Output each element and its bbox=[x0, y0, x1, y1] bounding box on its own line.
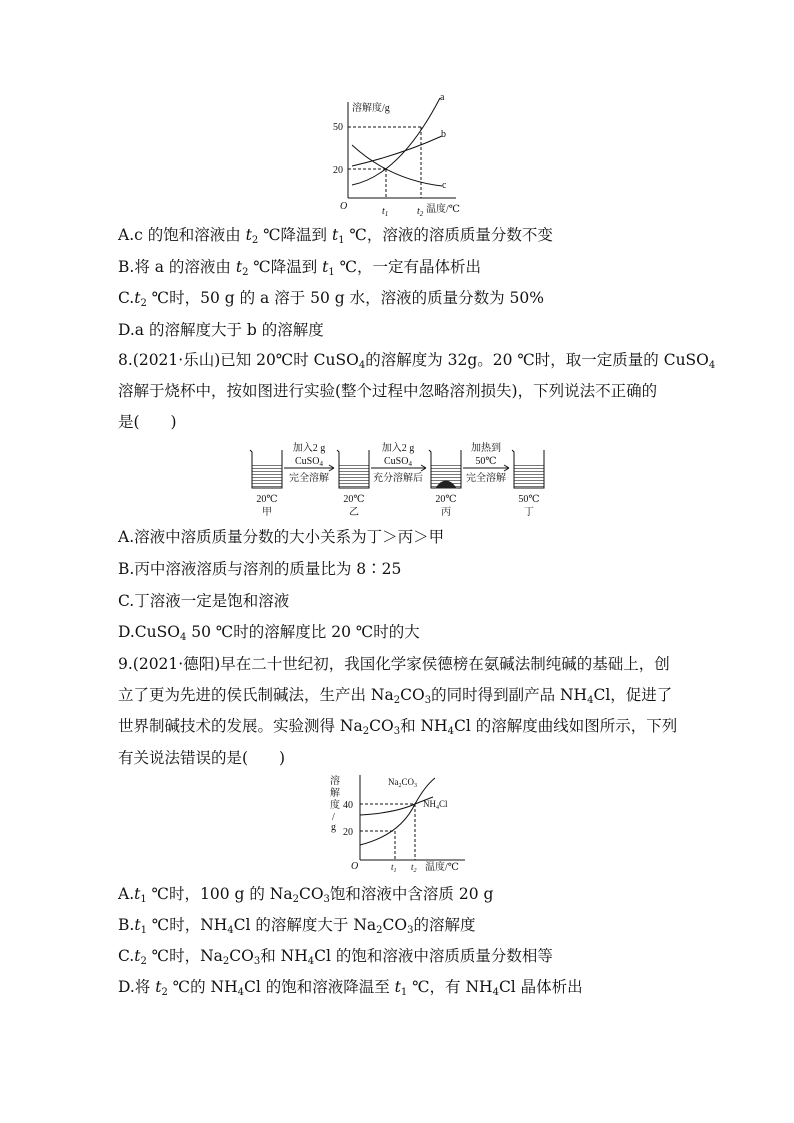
step2-top2: CuSO$_4$ bbox=[384, 456, 412, 468]
beaker-jia-temp: 20℃ bbox=[256, 494, 278, 505]
q8-option-d: D.CuSO$_4$ 50 ℃时的溶解度比 20 ℃时的大 bbox=[118, 623, 420, 643]
solubility-chart-na2co3-nh4cl bbox=[325, 770, 475, 876]
q9-stem-line4: 有关说法错误的是( ) bbox=[118, 749, 286, 767]
beaker-ding-label: 丁 bbox=[524, 507, 534, 518]
series-label-nh4cl: $NH_4Cl$ bbox=[423, 799, 448, 811]
series-label-na2co3: $Na_2CO_3$ bbox=[388, 777, 418, 789]
xtick-t1: $t_1$ bbox=[382, 206, 389, 218]
q7-option-c: $C.t_2$ ℃时，50 g 的 a 溶于 50 g 水，溶液的质量分数为 50% bbox=[118, 289, 545, 309]
beaker-bing-temp: 20℃ bbox=[435, 494, 457, 505]
beaker-jia-label: 甲 bbox=[262, 507, 272, 518]
q9-stem-line3: 世界制碱技术的发展。实验测得 $Na_2CO_3$和 $NH_4Cl$ 的溶解度曲线如图所示，下列 bbox=[118, 717, 678, 737]
origin-label: O bbox=[351, 861, 359, 872]
beaker-bing-label: 丙 bbox=[441, 507, 451, 518]
step3-top2: 50℃ bbox=[475, 456, 497, 467]
solubility-chart-abc bbox=[330, 90, 460, 220]
beaker-yi-label: 乙 bbox=[349, 507, 359, 518]
q8-option-c: C.丁溶液一定是饱和溶液 bbox=[118, 592, 290, 610]
q8-option-a: A.溶液中溶质质量分数的大小关系为丁＞丙＞甲 bbox=[118, 528, 445, 546]
series-label-a: a bbox=[440, 92, 445, 103]
q7-option-d: D.a 的溶解度大于 b 的溶解度 bbox=[118, 321, 324, 339]
step2-top1: 加入2 g bbox=[381, 443, 415, 454]
beaker-yi bbox=[337, 450, 369, 488]
y-label-5: g bbox=[331, 822, 336, 833]
y-label: 溶解度/g bbox=[352, 103, 390, 114]
ytick-40: 40 bbox=[343, 800, 353, 811]
y-label-1: 溶 bbox=[330, 776, 340, 787]
beaker-jia bbox=[250, 450, 282, 488]
step3-bottom: 完全溶解 bbox=[466, 473, 506, 484]
q9-option-b: $B.t_1$ ℃时，$NH_4Cl$ 的溶解度大于 $Na_2CO_3$的溶解度 bbox=[118, 916, 476, 936]
ytick-20: 20 bbox=[343, 827, 353, 838]
q8-option-b: B.丙中溶液溶质与溶剂的质量比为 8∶25 bbox=[118, 560, 402, 578]
x-label: 温度/℃ bbox=[426, 204, 460, 215]
q9-stem-line2: 立了更为先进的侯氏制碱法，生产出 $Na_2CO_3$的同时得到副产品 $NH_4Cl$，促进了 bbox=[118, 686, 673, 706]
xtick-t2: $t_2$ bbox=[417, 206, 424, 218]
step1-top2: CuSO$_4$ bbox=[295, 456, 323, 468]
ytick-20: 20 bbox=[333, 165, 343, 176]
step1-top1: 加入2 g bbox=[292, 443, 326, 454]
q9-option-d: D.将 $t_2$ ℃的 $NH_4Cl$ 的饱和溶液降温至 $t_1$ ℃，有 $NH_4Cl$ 晶体析出 bbox=[118, 978, 583, 998]
xtick-t2: $t_2$ bbox=[411, 862, 417, 874]
beaker-ding bbox=[512, 450, 544, 488]
beaker-ding-temp: 50℃ bbox=[518, 494, 540, 505]
beaker-bing bbox=[429, 450, 461, 488]
y-label-2: 解 bbox=[330, 788, 340, 799]
q8-stem-line1: 8.(2021·乐山)已知 20℃时 CuSO$_4$的溶解度为 32g。20 ℃时，取一定质量的 CuSO$_4$ bbox=[118, 351, 716, 371]
x-label: 温度/℃ bbox=[425, 862, 459, 873]
ytick-50: 50 bbox=[333, 122, 343, 133]
y-label-4: / bbox=[332, 812, 335, 823]
q8-stem-line3: 是( ) bbox=[118, 413, 177, 431]
q7-option-a: A.c 的饱和溶液由 $t_2$ ℃降温到 $t_1$ ℃，溶液的溶质质量分数不变 bbox=[118, 226, 553, 246]
step1-bottom: 完全溶解 bbox=[289, 473, 329, 484]
q8-stem-line2: 溶解于烧杯中，按如图进行实验(整个过程中忽略溶剂损失)，下列说法不正确的 bbox=[118, 382, 658, 400]
origin-label: O bbox=[340, 201, 348, 212]
step2-bottom: 充分溶解后 bbox=[373, 473, 423, 484]
beaker-yi-temp: 20℃ bbox=[343, 494, 365, 505]
series-label-c: c bbox=[442, 180, 447, 191]
xtick-t1: $t_1$ bbox=[391, 862, 397, 874]
beaker-experiment-diagram bbox=[240, 440, 560, 520]
step3-top1: 加热到 bbox=[471, 443, 501, 454]
q9-option-c: $C.t_2$ ℃时，$Na_2CO_3$和 $NH_4Cl$ 的饱和溶液中溶质质量分数相等 bbox=[118, 947, 553, 967]
q9-stem-line1: 9.(2021·德阳)早在二十世纪初，我国化学家侯德榜在氨碱法制纯碱的基础上，创 bbox=[118, 655, 670, 673]
curve-b bbox=[352, 136, 442, 166]
curve-na2co3 bbox=[360, 778, 435, 845]
q9-option-a: $A.t_1$ ℃时，100 g 的 $Na_2CO_3$饱和溶液中含溶质 20 g bbox=[118, 885, 494, 905]
series-label-b: b bbox=[441, 129, 446, 140]
q7-option-b: B.将 a 的溶液由 $t_2$ ℃降温到 $t_1$ ℃，一定有晶体析出 bbox=[118, 258, 482, 278]
y-label-3: 度 bbox=[330, 800, 340, 811]
curve-c bbox=[352, 145, 442, 186]
